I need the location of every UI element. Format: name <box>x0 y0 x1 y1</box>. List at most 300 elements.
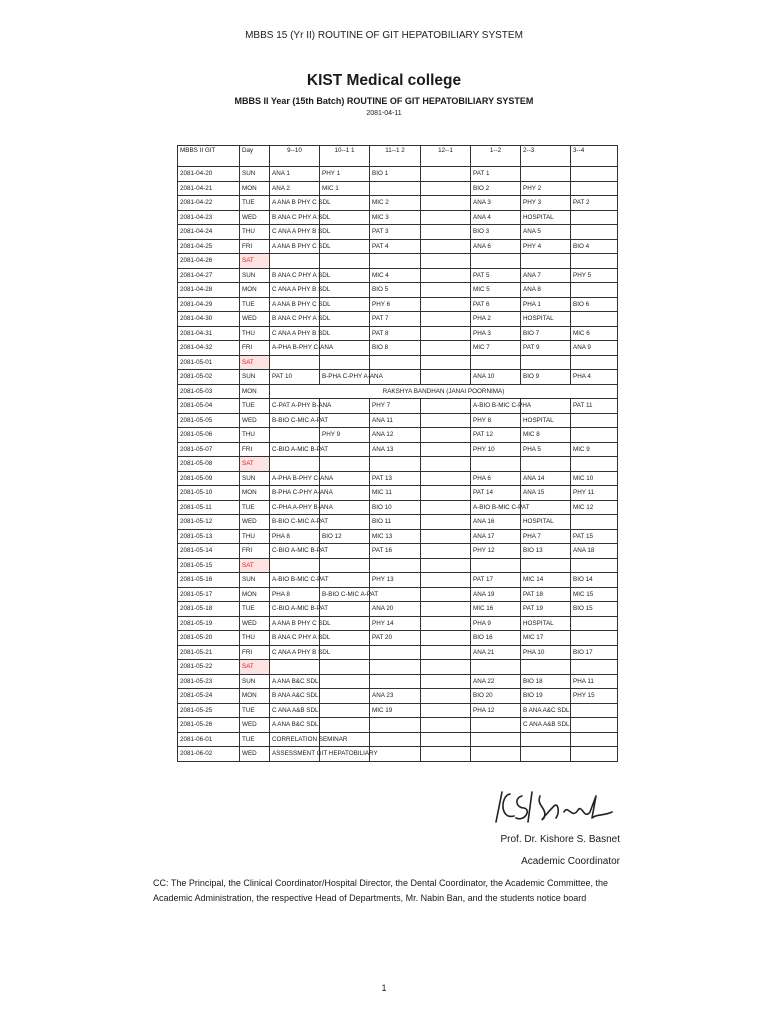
table-cell: 2081-04-29 <box>178 297 240 312</box>
table-cell: ANA 9 <box>571 341 618 356</box>
table-cell <box>370 645 421 660</box>
table-cell <box>421 631 471 646</box>
table-cell: FRI <box>240 341 270 356</box>
table-cell: A-PHA B-PHY C-ANA <box>270 471 320 486</box>
column-header: 2--3 <box>521 146 571 167</box>
table-cell: HOSPITAL <box>521 413 571 428</box>
table-cell: PAT 3 <box>370 225 421 240</box>
table-cell <box>421 399 471 414</box>
table-cell: MIC 8 <box>521 428 571 443</box>
table-cell <box>320 355 370 370</box>
table-cell <box>521 558 571 573</box>
table-cell: 2081-05-26 <box>178 718 240 733</box>
table-cell: BIO 17 <box>571 645 618 660</box>
table-cell: 2081-04-26 <box>178 254 240 269</box>
table-cell <box>370 718 421 733</box>
table-cell: 2081-05-07 <box>178 442 240 457</box>
table-cell: A ANA B&C SDL <box>270 718 320 733</box>
table-cell: 2081-05-13 <box>178 529 240 544</box>
table-cell <box>521 732 571 747</box>
table-cell <box>421 747 471 762</box>
table-cell: 2081-05-04 <box>178 399 240 414</box>
table-cell: PHY 2 <box>521 181 571 196</box>
table-row <box>178 254 618 269</box>
table-cell: SAT <box>240 355 270 370</box>
table-row <box>178 457 618 472</box>
table-cell: PAT 8 <box>370 326 421 341</box>
table-row <box>178 747 618 762</box>
table-cell: PHY 6 <box>370 297 421 312</box>
table-cell: BIO 1 <box>370 167 421 182</box>
table-cell: 2081-05-03 <box>178 384 240 399</box>
table-cell: SAT <box>240 254 270 269</box>
table-cell: C-PAT A-PHY B-ANA <box>270 399 320 414</box>
table-cell: ANA 11 <box>370 413 421 428</box>
table-cell <box>521 355 571 370</box>
table-cell: 2081-04-23 <box>178 210 240 225</box>
table-cell <box>421 268 471 283</box>
table-cell: 2081-05-08 <box>178 457 240 472</box>
table-cell: B-BIO C-MIC A-PAT <box>270 413 320 428</box>
table-cell <box>421 355 471 370</box>
table-row <box>178 384 618 399</box>
table-cell <box>320 703 370 718</box>
table-row <box>178 196 618 211</box>
table-cell: 2081-05-14 <box>178 544 240 559</box>
table-cell: PAT 4 <box>370 239 421 254</box>
table-cell <box>370 732 421 747</box>
table-cell <box>471 355 521 370</box>
table-cell: ANA 7 <box>521 268 571 283</box>
table-cell <box>421 326 471 341</box>
page-number: 1 <box>381 983 387 993</box>
table-cell <box>421 515 471 530</box>
table-cell: MIC 7 <box>471 341 521 356</box>
table-cell <box>320 674 370 689</box>
table-cell <box>571 747 618 762</box>
column-header: 10--1 1 <box>320 146 370 167</box>
table-cell: 2081-04-25 <box>178 239 240 254</box>
table-cell: PHA 4 <box>571 370 618 385</box>
table-cell: PAT 14 <box>471 486 521 501</box>
table-cell: 2081-05-18 <box>178 602 240 617</box>
table-cell: THU <box>240 428 270 443</box>
table-cell: PHA 3 <box>471 326 521 341</box>
table-cell <box>370 254 421 269</box>
table-cell: THU <box>240 631 270 646</box>
table-cell: PHY 11 <box>571 486 618 501</box>
document-subtitle: MBBS II Year (15th Batch) ROUTINE OF GIT HEPATOBILIARY SYSTEM <box>234 96 534 106</box>
column-header: 12--1 <box>421 146 471 167</box>
table-cell <box>421 732 471 747</box>
table-cell <box>571 355 618 370</box>
table-cell: MIC 17 <box>521 631 571 646</box>
table-cell: C ANA A PHY B SDL <box>270 225 320 240</box>
table-cell <box>421 370 471 385</box>
table-cell <box>421 312 471 327</box>
table-cell: PHA 11 <box>571 674 618 689</box>
table-row <box>178 428 618 443</box>
table-cell: BIO 9 <box>521 370 571 385</box>
table-cell: PHY 7 <box>370 399 421 414</box>
table-cell <box>571 515 618 530</box>
routine-table-body <box>178 167 618 762</box>
table-row <box>178 718 618 733</box>
table-cell <box>571 312 618 327</box>
table-cell: PHA 2 <box>471 312 521 327</box>
table-cell <box>421 471 471 486</box>
table-row <box>178 312 618 327</box>
table-cell: BIO 11 <box>370 515 421 530</box>
table-row <box>178 703 618 718</box>
table-cell: 2081-04-22 <box>178 196 240 211</box>
table-cell: 2081-05-05 <box>178 413 240 428</box>
table-cell: FRI <box>240 645 270 660</box>
table-cell: C ANA A&B SDL <box>270 703 320 718</box>
table-cell: 2081-05-16 <box>178 573 240 588</box>
table-cell: 2081-05-02 <box>178 370 240 385</box>
table-cell: C-BIO A-MIC B-PAT <box>270 602 320 617</box>
table-cell <box>421 573 471 588</box>
table-row <box>178 732 618 747</box>
table-cell: SAT <box>240 457 270 472</box>
table-cell: PHY 3 <box>521 196 571 211</box>
table-cell: FRI <box>240 544 270 559</box>
table-cell: BIO 6 <box>571 297 618 312</box>
table-cell: PAT 16 <box>370 544 421 559</box>
table-cell: BIO 5 <box>370 283 421 298</box>
table-cell: 2081-05-19 <box>178 616 240 631</box>
table-cell: THU <box>240 326 270 341</box>
table-cell: 2081-04-24 <box>178 225 240 240</box>
table-cell: MON <box>240 587 270 602</box>
table-cell <box>270 457 320 472</box>
table-cell <box>320 718 370 733</box>
table-cell: B-BIO C-MIC A-PAT <box>320 587 370 602</box>
table-cell <box>571 181 618 196</box>
table-cell <box>571 210 618 225</box>
table-cell: B ANA C PHY A SDL <box>270 268 320 283</box>
table-cell: MIC 15 <box>571 587 618 602</box>
table-cell: HOSPITAL <box>521 312 571 327</box>
table-cell: THU <box>240 529 270 544</box>
table-cell: ANA 17 <box>471 529 521 544</box>
table-cell: B-PHA C-PHY A-ANA <box>320 370 370 385</box>
table-cell <box>370 558 421 573</box>
table-cell: SAT <box>240 660 270 675</box>
table-cell: MIC 10 <box>571 471 618 486</box>
signature-image <box>488 782 618 830</box>
table-cell <box>421 674 471 689</box>
table-cell: SUN <box>240 573 270 588</box>
table-cell: PAT 18 <box>521 587 571 602</box>
table-cell: PHA 9 <box>471 616 521 631</box>
table-cell: 2081-05-17 <box>178 587 240 602</box>
table-cell: A ANA B PHY C SDL <box>270 616 320 631</box>
table-cell: PHA 8 <box>270 587 320 602</box>
table-cell: ANA 5 <box>521 225 571 240</box>
table-cell: MIC 14 <box>521 573 571 588</box>
table-row <box>178 355 618 370</box>
table-cell: C ANA A PHY B SDL <box>270 645 320 660</box>
table-cell <box>270 254 320 269</box>
table-row <box>178 645 618 660</box>
table-cell: SUN <box>240 471 270 486</box>
signer-name: Prof. Dr. Kishore S. Basnet <box>500 834 620 845</box>
table-cell <box>421 239 471 254</box>
table-row <box>178 181 618 196</box>
table-cell <box>571 558 618 573</box>
table-cell <box>421 587 471 602</box>
table-cell: 2081-05-09 <box>178 471 240 486</box>
table-cell <box>571 428 618 443</box>
table-cell: WED <box>240 312 270 327</box>
table-row <box>178 558 618 573</box>
table-cell: TUE <box>240 732 270 747</box>
table-cell: PHY 15 <box>571 689 618 704</box>
table-cell <box>571 718 618 733</box>
table-cell: BIO 20 <box>471 689 521 704</box>
table-cell <box>521 747 571 762</box>
table-cell: MIC 11 <box>370 486 421 501</box>
table-cell: 2081-05-15 <box>178 558 240 573</box>
table-cell <box>421 181 471 196</box>
table-cell <box>421 225 471 240</box>
table-cell <box>421 442 471 457</box>
table-cell: A-BIO B-MIC C-PAT <box>270 573 320 588</box>
table-cell: BIO 3 <box>471 225 521 240</box>
table-cell: ANA 21 <box>471 645 521 660</box>
table-cell <box>421 689 471 704</box>
table-cell: PHY 14 <box>370 616 421 631</box>
table-cell: PHY 13 <box>370 573 421 588</box>
table-cell: B ANA C PHY A SDL <box>270 210 320 225</box>
table-cell: ANA 19 <box>471 587 521 602</box>
table-cell: 2081-05-20 <box>178 631 240 646</box>
table-cell: PHY 4 <box>521 239 571 254</box>
table-cell: TUE <box>240 500 270 515</box>
table-cell <box>571 732 618 747</box>
table-cell: B ANA A&C SDL <box>270 689 320 704</box>
table-cell: MIC 6 <box>571 326 618 341</box>
table-row <box>178 326 618 341</box>
table-row <box>178 500 618 515</box>
table-cell: 2081-04-27 <box>178 268 240 283</box>
table-cell <box>370 674 421 689</box>
table-cell <box>421 718 471 733</box>
table-cell: PAT 11 <box>571 399 618 414</box>
column-header: 1--2 <box>471 146 521 167</box>
routine-table <box>177 145 618 762</box>
table-cell: C-PHA A-PHY B-ANA <box>270 500 320 515</box>
table-cell <box>421 457 471 472</box>
table-cell: BIO 18 <box>521 674 571 689</box>
table-cell: PAT 1 <box>471 167 521 182</box>
table-cell: B-PHA C-PHY A-ANA <box>270 486 320 501</box>
table-cell: SUN <box>240 370 270 385</box>
table-cell: MIC 1 <box>320 181 370 196</box>
table-cell: WED <box>240 210 270 225</box>
table-cell <box>571 167 618 182</box>
table-cell: 2081-05-25 <box>178 703 240 718</box>
table-cell <box>421 341 471 356</box>
table-cell: B ANA C PHY A SDL <box>270 631 320 646</box>
column-header: MBBS II GIT <box>178 146 240 167</box>
table-cell <box>471 558 521 573</box>
table-cell: A ANA B&C SDL <box>270 674 320 689</box>
table-cell: ASSESSMENT GIT HEPATOBILIARY <box>270 747 320 762</box>
table-cell: 2081-05-12 <box>178 515 240 530</box>
table-cell <box>421 254 471 269</box>
table-row <box>178 413 618 428</box>
table-cell: PAT 15 <box>571 529 618 544</box>
table-row <box>178 515 618 530</box>
table-cell: 2081-05-23 <box>178 674 240 689</box>
table-cell: FRI <box>240 442 270 457</box>
table-cell <box>370 457 421 472</box>
table-cell: MIC 9 <box>571 442 618 457</box>
table-cell <box>571 660 618 675</box>
table-cell: BIO 19 <box>521 689 571 704</box>
table-cell: MON <box>240 689 270 704</box>
table-cell: BIO 7 <box>521 326 571 341</box>
table-cell: MON <box>240 181 270 196</box>
table-cell <box>521 254 571 269</box>
table-cell: PHY 12 <box>471 544 521 559</box>
table-row <box>178 660 618 675</box>
table-cell: PAT 6 <box>471 297 521 312</box>
table-cell: C ANA A PHY B SDL <box>270 283 320 298</box>
table-cell: MIC 16 <box>471 602 521 617</box>
table-cell: MIC 3 <box>370 210 421 225</box>
table-row <box>178 283 618 298</box>
table-cell: B ANA C PHY A SDL <box>270 312 320 327</box>
table-cell: PHY 8 <box>471 413 521 428</box>
table-cell <box>421 428 471 443</box>
table-cell: THU <box>240 225 270 240</box>
table-cell <box>571 254 618 269</box>
table-cell <box>421 413 471 428</box>
table-cell <box>571 457 618 472</box>
table-cell <box>521 660 571 675</box>
table-row <box>178 239 618 254</box>
table-cell: ANA 23 <box>370 689 421 704</box>
table-row <box>178 573 618 588</box>
table-cell <box>320 254 370 269</box>
table-cell: PAT 2 <box>571 196 618 211</box>
column-header: Day <box>240 146 270 167</box>
table-cell: PHA 7 <box>521 529 571 544</box>
table-cell <box>270 355 320 370</box>
table-row <box>178 529 618 544</box>
table-cell: 2081-05-21 <box>178 645 240 660</box>
table-cell: WED <box>240 515 270 530</box>
table-cell: ANA 14 <box>521 471 571 486</box>
table-cell: BIO 4 <box>571 239 618 254</box>
table-cell: ANA 1 <box>270 167 320 182</box>
table-cell: PAT 9 <box>521 341 571 356</box>
table-cell <box>421 196 471 211</box>
table-cell: C ANA A&B SDL <box>521 718 571 733</box>
table-row <box>178 602 618 617</box>
table-cell <box>571 413 618 428</box>
table-cell: BIO 13 <box>521 544 571 559</box>
table-cell: MIC 13 <box>370 529 421 544</box>
table-row <box>178 167 618 182</box>
table-cell <box>471 457 521 472</box>
column-header: 11--1 2 <box>370 146 421 167</box>
table-cell: CORRELATION SEMINAR <box>270 732 320 747</box>
table-cell: 2081-04-21 <box>178 181 240 196</box>
table-cell: ANA 8 <box>521 283 571 298</box>
table-cell: A ANA B PHY C SDL <box>270 196 320 211</box>
table-cell: 2081-04-30 <box>178 312 240 327</box>
table-row <box>178 341 618 356</box>
table-row <box>178 297 618 312</box>
table-cell <box>320 689 370 704</box>
table-cell: A ANA B PHY C SDL <box>270 297 320 312</box>
table-cell: TUE <box>240 297 270 312</box>
table-cell: 2081-04-20 <box>178 167 240 182</box>
table-row <box>178 689 618 704</box>
table-cell <box>421 167 471 182</box>
table-cell <box>370 660 421 675</box>
table-cell: 2081-05-22 <box>178 660 240 675</box>
table-cell <box>421 283 471 298</box>
table-cell: PAT 19 <box>521 602 571 617</box>
column-header: 9--10 <box>270 146 320 167</box>
table-cell: PHY 9 <box>320 428 370 443</box>
table-cell: 2081-04-32 <box>178 341 240 356</box>
table-cell <box>320 457 370 472</box>
table-cell: C-BIO A-MIC B-PAT <box>270 544 320 559</box>
table-cell: B-BIO C-MIC A-PAT <box>270 515 320 530</box>
table-row <box>178 674 618 689</box>
table-cell <box>421 558 471 573</box>
table-row <box>178 399 618 414</box>
table-cell: BIO 2 <box>471 181 521 196</box>
table-cell <box>471 747 521 762</box>
table-cell <box>571 225 618 240</box>
table-cell: PAT 20 <box>370 631 421 646</box>
table-cell: ANA 15 <box>521 486 571 501</box>
table-cell: TUE <box>240 196 270 211</box>
table-cell: PHA 1 <box>521 297 571 312</box>
table-row <box>178 587 618 602</box>
table-cell: MIC 12 <box>571 500 618 515</box>
table-cell: HOSPITAL <box>521 210 571 225</box>
table-cell: 2081-05-11 <box>178 500 240 515</box>
table-header-row <box>178 146 618 167</box>
table-cell: TUE <box>240 703 270 718</box>
table-cell <box>421 544 471 559</box>
table-row <box>178 442 618 457</box>
table-cell <box>421 602 471 617</box>
table-row <box>178 616 618 631</box>
table-cell <box>571 703 618 718</box>
table-cell: C-BIO A-MIC B-PAT <box>270 442 320 457</box>
table-cell: BIO 10 <box>370 500 421 515</box>
table-cell: FRI <box>240 239 270 254</box>
table-cell: 2081-05-01 <box>178 355 240 370</box>
table-cell: A-BIO B-MIC C-PHA <box>471 399 521 414</box>
table-cell: SUN <box>240 167 270 182</box>
table-cell: BIO 12 <box>320 529 370 544</box>
table-cell: WED <box>240 413 270 428</box>
document-title: KIST Medical college <box>306 72 462 89</box>
table-cell: MIC 19 <box>370 703 421 718</box>
table-cell <box>571 631 618 646</box>
